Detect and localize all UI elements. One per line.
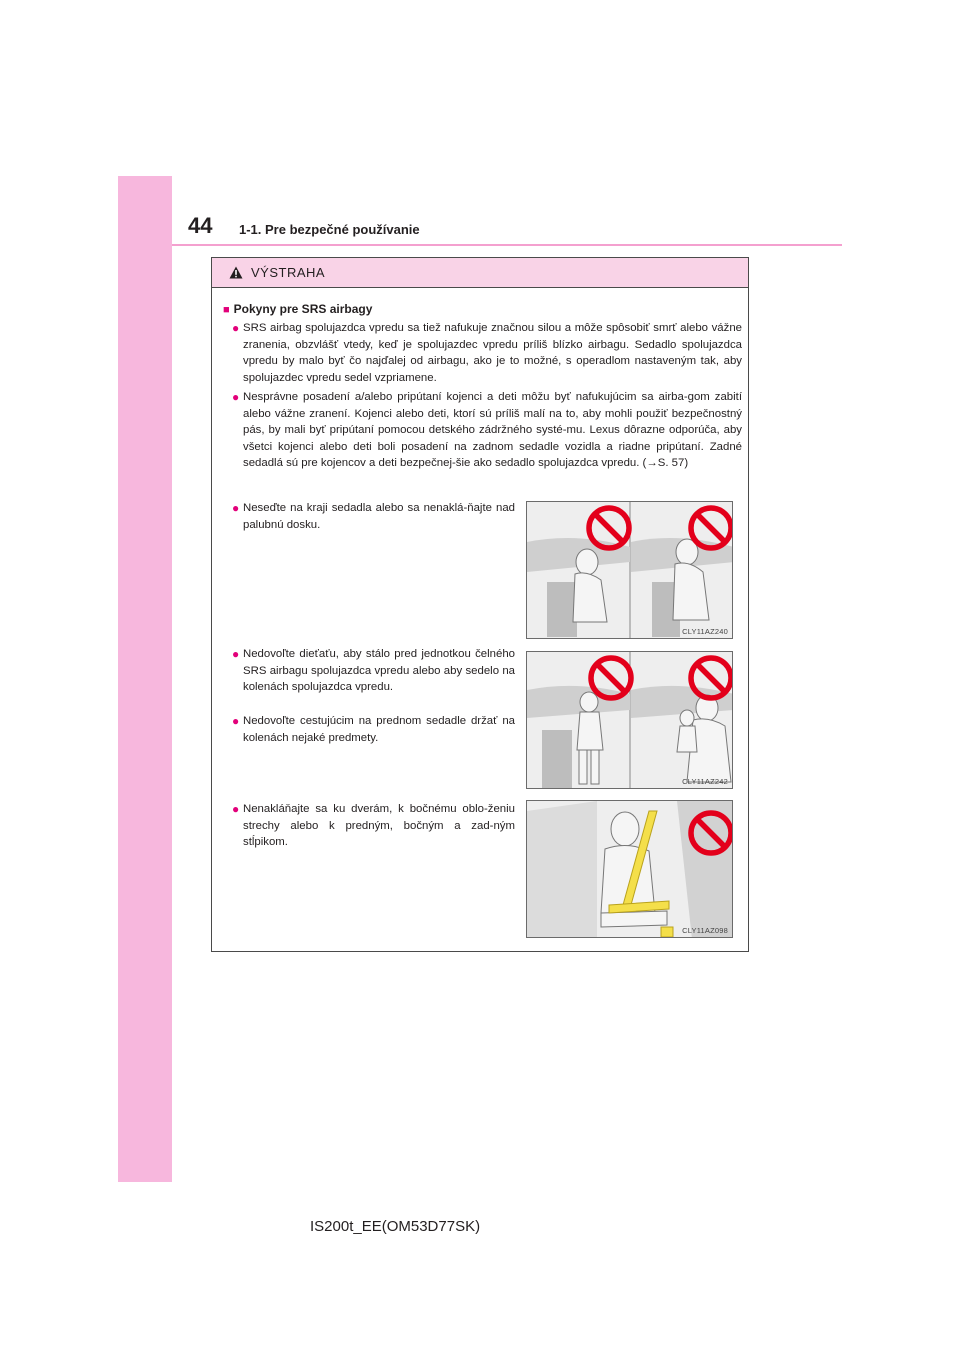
warning-header xyxy=(212,258,748,288)
bullet-dot-icon: ● xyxy=(232,501,240,515)
warning-bullet: ● Nenakláňajte sa ku dverám, k bočnému oblo-ženiu strechy alebo k predným, bočným a zad-ným stĺpikom. xyxy=(232,802,515,848)
document-code: IS200t_EE(OM53D77SK) xyxy=(310,1218,481,1235)
chapter-side-tab xyxy=(118,176,172,1182)
warning-bullet: ● Nedovoľte cestujúcim na prednom sedadle držať na kolenách nejaké predmety. xyxy=(232,714,515,744)
illustration-leaning-forward xyxy=(526,501,733,639)
illustration-child-front-seat xyxy=(526,651,733,789)
warning-box xyxy=(211,257,749,952)
warning-bullet: ● Nedovoľte dieťaťu, aby stálo pred jednotkou čelného SRS airbagu spolujazdca vpredu alebo aby sedelo na kolenách spolujazdca vpredu. xyxy=(232,647,515,693)
warning-triangle-icon xyxy=(229,266,243,279)
illustration-code: CLY11AZ098 xyxy=(682,926,728,935)
bullet-dot-icon: ● xyxy=(232,390,240,404)
bullet-dot-icon: ● xyxy=(232,714,240,728)
warning-bullet: ● SRS airbag spolujazdca vpredu sa tiež nafukuje značnou silou a môže spôsobiť smrť alebo vážne zranenia, obzvlášť vtedy, keď je spolujazdec vpredu príliš blízko airbagu. Sedadlo spolujazdca vpredu by malo byť čo najďalej od airbagu, ako je to možné, s operadlom nastaveným tak, aby spolujazdec vpredu sedel vzpriamene. xyxy=(232,321,742,384)
bullet-dot-icon: ● xyxy=(232,321,240,335)
warning-bullet: ● Neseďte na kraji sedadla alebo sa nenaklá-ňajte nad palubnú dosku. xyxy=(232,501,515,531)
header-divider xyxy=(172,244,842,246)
warning-section-heading: ■ Pokyny pre SRS airbagy xyxy=(223,302,373,316)
illustration-code: CLY11AZ240 xyxy=(682,627,728,636)
illustration-code: CLY11AZ242 xyxy=(682,777,728,786)
bullet-dot-icon: ● xyxy=(232,802,240,816)
illustration-leaning-door xyxy=(526,800,733,938)
warning-label: VÝSTRAHA xyxy=(251,265,326,280)
warning-bullet: ● Nesprávne posadení a/alebo pripútaní kojenci a deti môžu byť nafukujúcim sa airba-gom zabití alebo vážne zranení. Kojenci alebo deti, ktorí sú príliš malí na to, aby mohli použiť bezpečnostný pás, by mali byť pripútaní pomocou detského zádržného systé-mu. Lexus dôrazne odporúča, aby všetci kojenci alebo deti boli posadení na zadnom sedadle vozidla a riadne pripútaní. Zadné sedadlá sú pre kojencov a deti bezpečnej-šie ako sedadlo spolujazdca vpredu. (→S. 57) xyxy=(232,390,742,469)
section-title: 1-1. Pre bezpečné používanie xyxy=(239,222,420,237)
bullet-dot-icon: ● xyxy=(232,647,240,661)
page-number: 44 xyxy=(188,213,213,238)
square-bullet-icon: ■ xyxy=(223,304,230,316)
